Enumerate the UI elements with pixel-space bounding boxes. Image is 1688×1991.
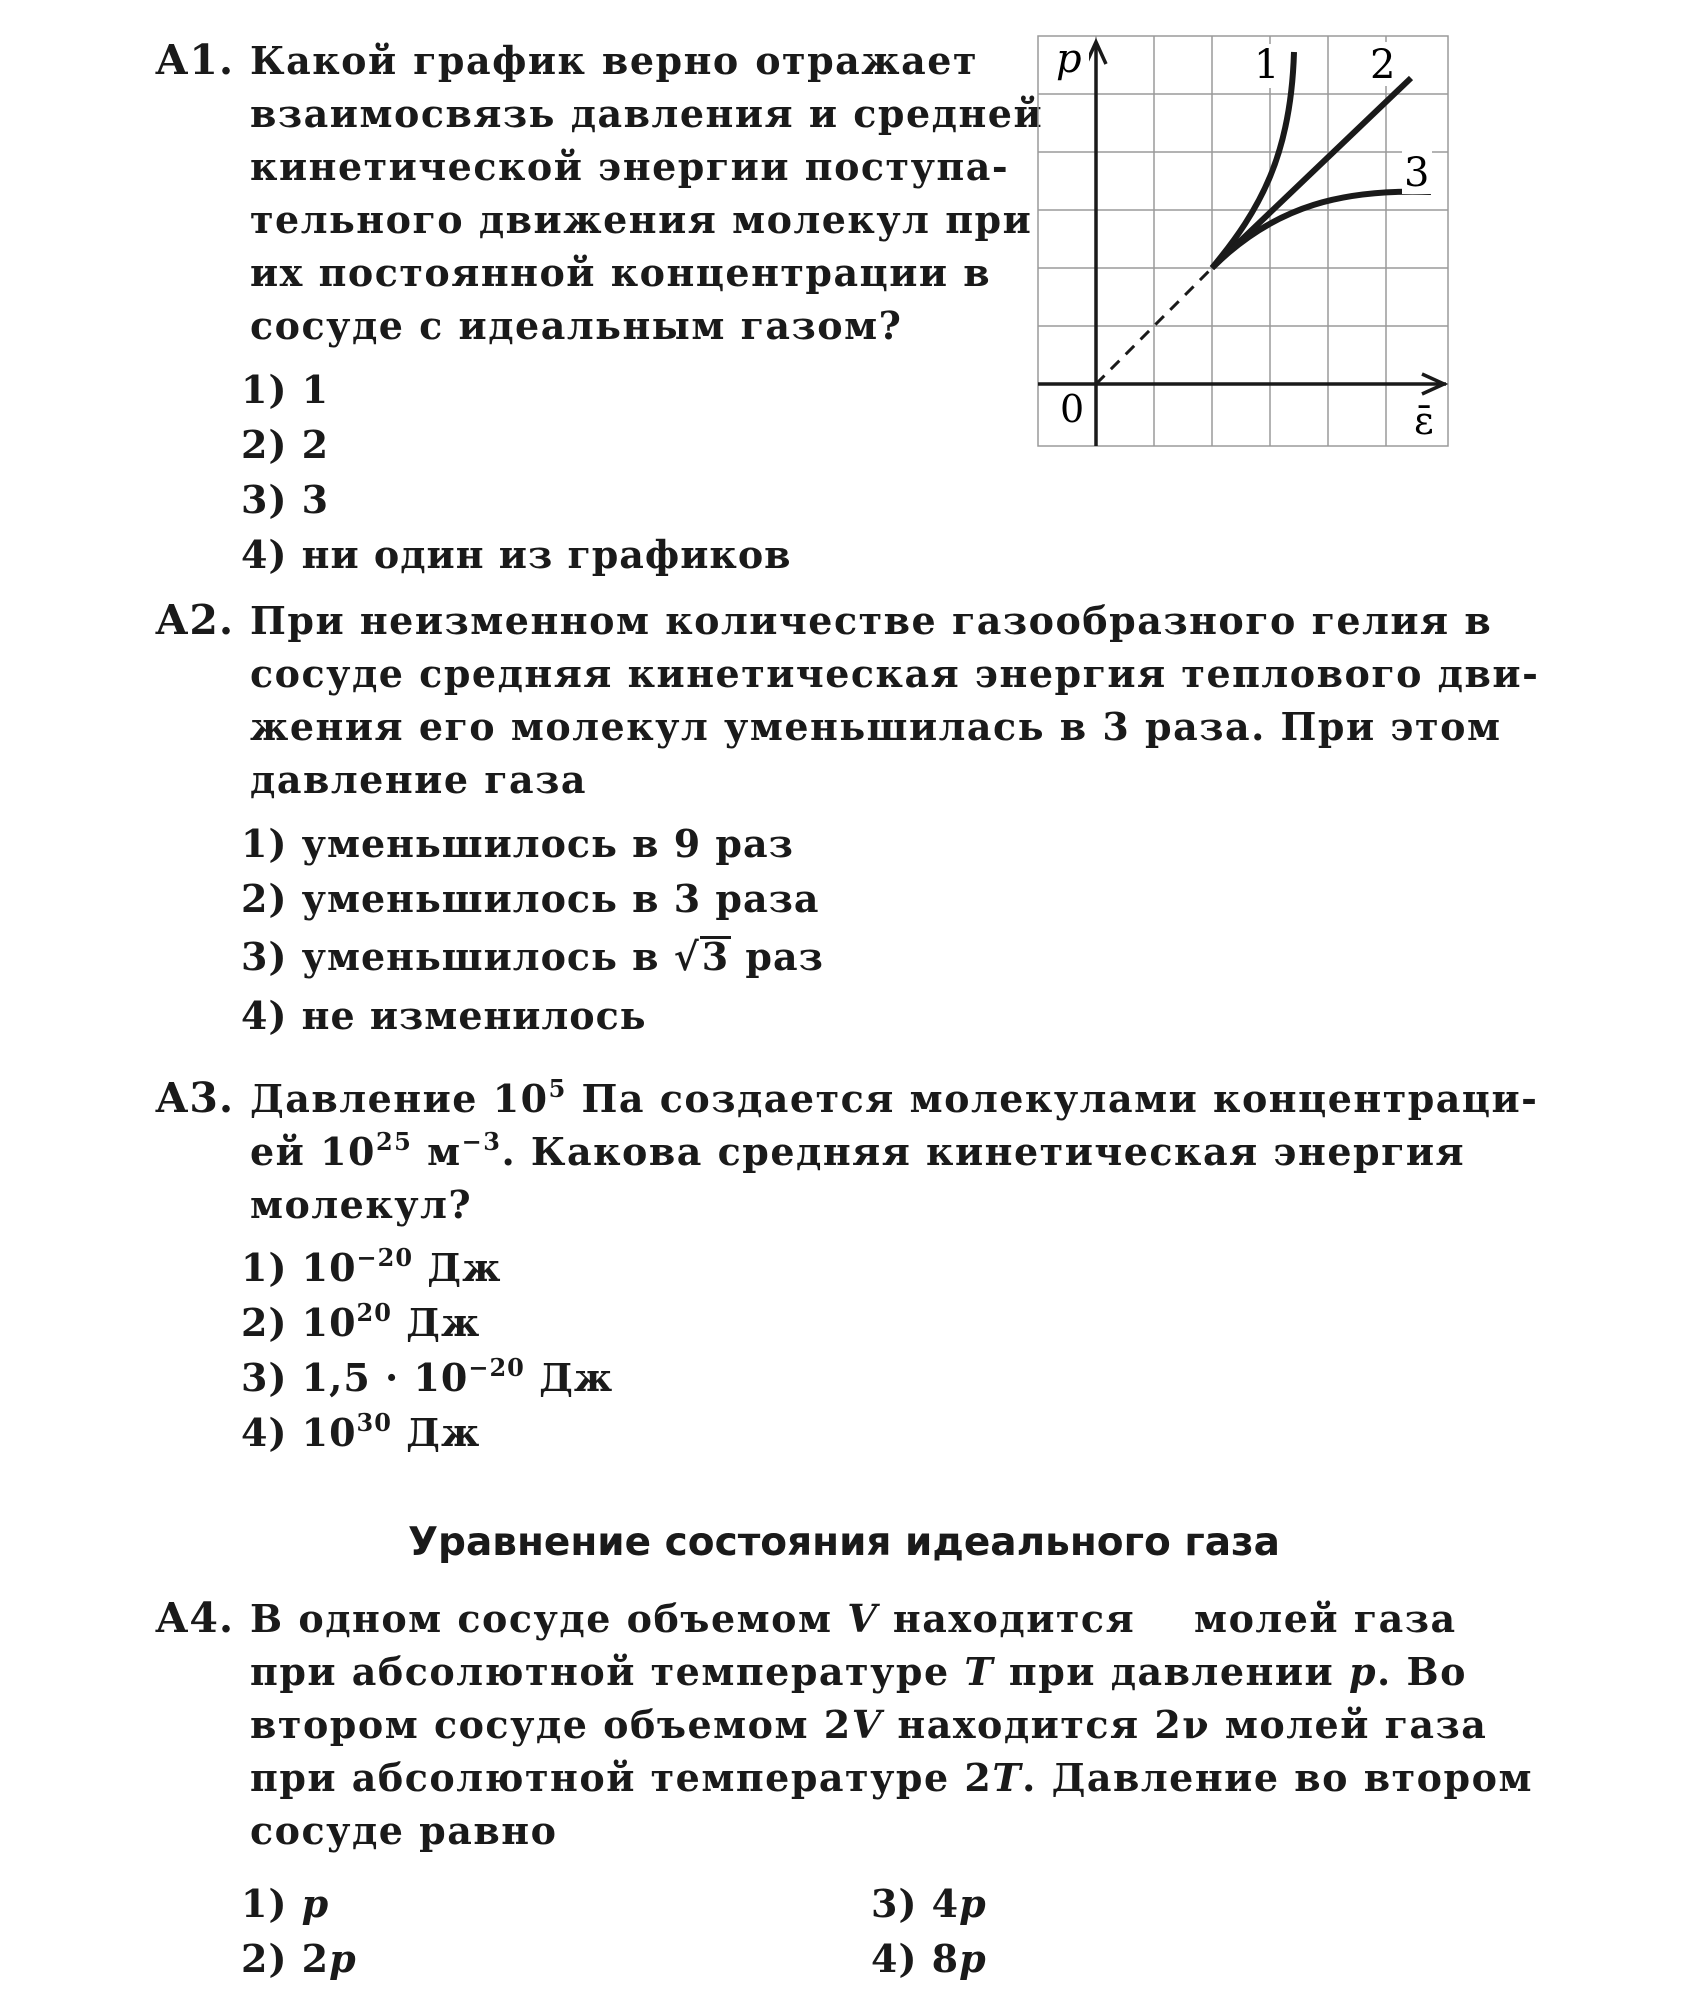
curve-3 <box>1212 192 1431 268</box>
text-line: В одном сосуде объемом V находится молей газа <box>250 1596 1457 1641</box>
text-line: втором сосуде объемом 2V находится 2ν молей газа <box>250 1702 1488 1747</box>
question-text <box>250 1592 1533 1857</box>
curve-label: 3 <box>1404 150 1430 196</box>
answer-option: 3) уменьшилось в √3 раз <box>241 934 824 979</box>
curve-label: 2 <box>1370 42 1396 88</box>
text-line: при абсолютной температуре T при давлении p. Во <box>250 1649 1467 1694</box>
text-line: взаимосвязь давления и средней <box>250 91 1044 136</box>
answer-option: 2) 2p <box>241 1936 357 1981</box>
text-line: молекул? <box>250 1182 473 1227</box>
answer-option: 4) ни один из графиков <box>241 532 792 577</box>
answer-option: 1) 1 <box>241 367 330 412</box>
question-number: А3. <box>155 1074 235 1122</box>
answer-option: 4) 8p <box>871 1936 987 1981</box>
answer-option: 2) уменьшилось в 3 раза <box>241 876 820 921</box>
options-column-left <box>241 1876 357 1986</box>
text-line: Какой график верно отражает <box>250 38 978 83</box>
text-line: При неизменном количестве газообразного гелия в <box>250 598 1493 643</box>
answer-option: 2) 2 <box>241 422 330 467</box>
question-text <box>250 1072 1539 1231</box>
question-number: А2. <box>155 596 235 644</box>
text-line: тельного движения молекул при <box>250 197 1033 242</box>
question-text <box>250 594 1540 806</box>
radicand: 3 <box>701 934 730 979</box>
options-column-right <box>871 1876 987 1986</box>
text-line: сосуде с идеальным газом? <box>250 303 903 348</box>
answer-option: 4) не изменилось <box>241 993 647 1038</box>
answer-options <box>241 1240 613 1460</box>
text-line: ей $10^{25}$ $м^{-3}$. Какова средняя кинетическая энергия <box>250 1127 1466 1174</box>
text-line: жения его молекул уменьшилась в 3 раза. При этом <box>250 704 1502 749</box>
text-line: кинетической энергии поступа- <box>250 144 1010 189</box>
question-number: А1. <box>155 36 235 84</box>
answer-option: 3) 4p <box>871 1881 987 1926</box>
y-axis-label: p <box>1056 36 1082 82</box>
answer-option: 3) $1,5 \cdot 10^{-20}$ Дж <box>241 1353 614 1400</box>
answer-option: 1) $10^{-20}$ Дж <box>241 1243 502 1290</box>
text-line: сосуде равно <box>250 1808 558 1853</box>
curve-label: 1 <box>1254 42 1280 88</box>
text-line: Давление $10^5$ Па создается молекулами концентраци- <box>250 1074 1539 1121</box>
answer-option: 2) $10^{20}$ Дж <box>241 1298 481 1345</box>
answer-options <box>241 362 792 582</box>
x-axis-label: ε̄ <box>1414 399 1434 443</box>
text-line: при абсолютной температуре 2T. Давление во втором <box>250 1755 1533 1800</box>
answer-option: 4) $10^{30}$ Дж <box>241 1408 481 1455</box>
question-number: А4. <box>155 1594 235 1642</box>
answer-option: 1) уменьшилось в 9 раз <box>241 821 794 866</box>
answer-option: 1) p <box>241 1881 330 1926</box>
section-heading: Уравнение состояния идеального газа <box>407 1520 1280 1565</box>
text-line: давление газа <box>250 757 588 802</box>
text-line: сосуде средняя кинетическая энергия теплового дви- <box>250 651 1540 696</box>
radical-sign: √ <box>673 934 700 979</box>
text-line: их постоянной концентрации в <box>250 250 992 295</box>
question-text <box>250 34 1044 352</box>
answer-options <box>241 1876 1341 1986</box>
origin-label: 0 <box>1060 387 1085 431</box>
answer-option: 3) 3 <box>241 477 330 522</box>
answer-options <box>241 816 824 1043</box>
pressure-energy-graph <box>1036 34 1450 450</box>
